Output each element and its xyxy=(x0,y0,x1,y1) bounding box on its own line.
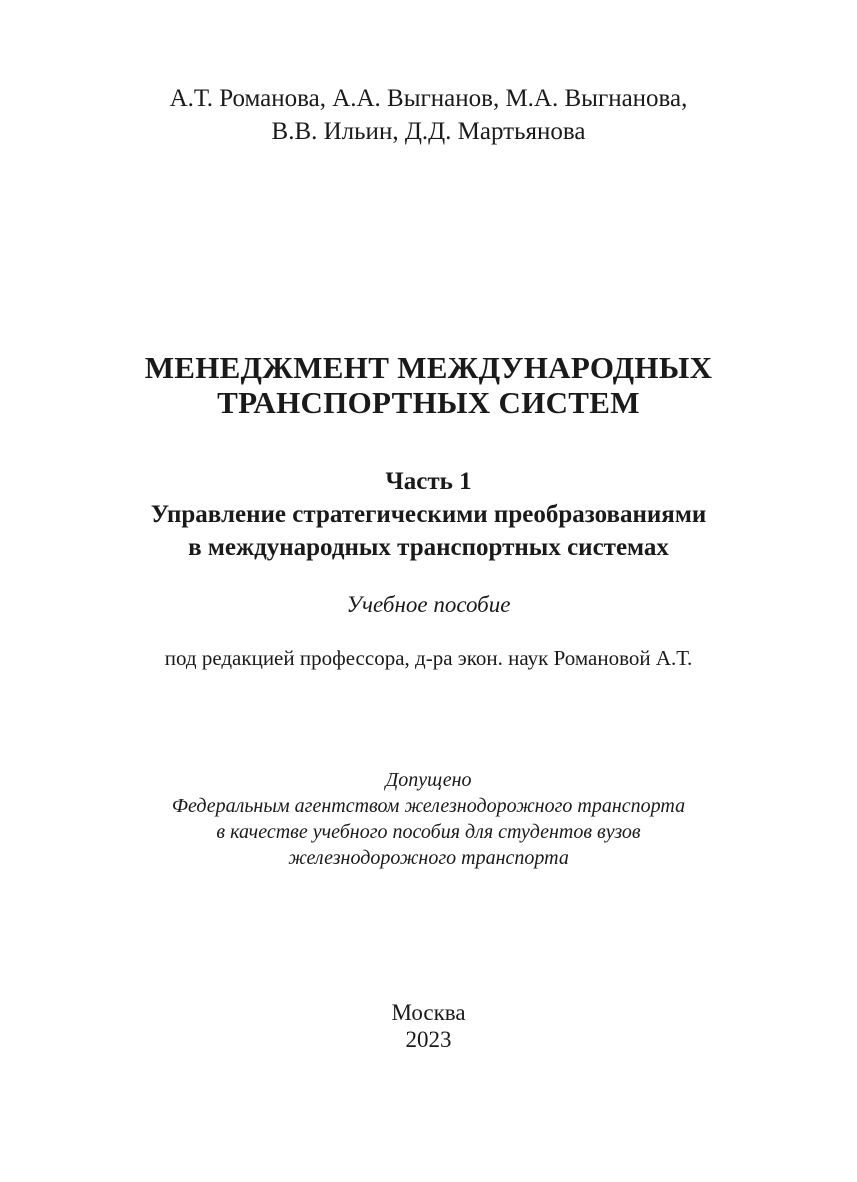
imprint-city: Москва xyxy=(391,1000,466,1025)
book-title xyxy=(0,350,857,420)
imprint xyxy=(0,999,857,1053)
part-subtitle-line-2: в международных транспортных системах xyxy=(188,534,669,561)
approval-stamp xyxy=(0,767,857,871)
authors xyxy=(0,82,857,148)
part-subtitle xyxy=(0,498,857,564)
authors-line-1: А.Т. Романова, А.А. Выгнанов, М.А. Выгнанова, xyxy=(169,85,688,112)
editor-note xyxy=(0,644,857,672)
book-title-line-2: ТРАНСПОРТНЫХ СИСТЕМ xyxy=(217,385,640,420)
publication-type-text: Учебное пособие xyxy=(346,592,511,617)
approval-line-1: Допущено xyxy=(385,769,472,791)
part-number: Часть 1 xyxy=(385,468,472,495)
part-label xyxy=(0,465,857,498)
publication-type xyxy=(0,590,857,620)
book-title-line-1: МЕНЕДЖМЕНТ МЕЖДУНАРОДНЫХ xyxy=(144,350,713,385)
imprint-year: 2023 xyxy=(405,1027,452,1052)
approval-line-4: железнодорожного транспорта xyxy=(288,847,569,869)
part-subtitle-line-1: Управление стратегическими преобразованиями xyxy=(150,501,707,528)
approval-line-3: в качестве учебного пособия для студентов вузов xyxy=(216,821,641,843)
editor-note-text: под редакцией профессора, д-ра экон. наук Романовой А.Т. xyxy=(164,646,693,670)
approval-line-2: Федеральным агентством железнодорожного транспорта xyxy=(171,795,686,817)
authors-line-2: В.В. Ильин, Д.Д. Мартьянова xyxy=(271,118,586,145)
